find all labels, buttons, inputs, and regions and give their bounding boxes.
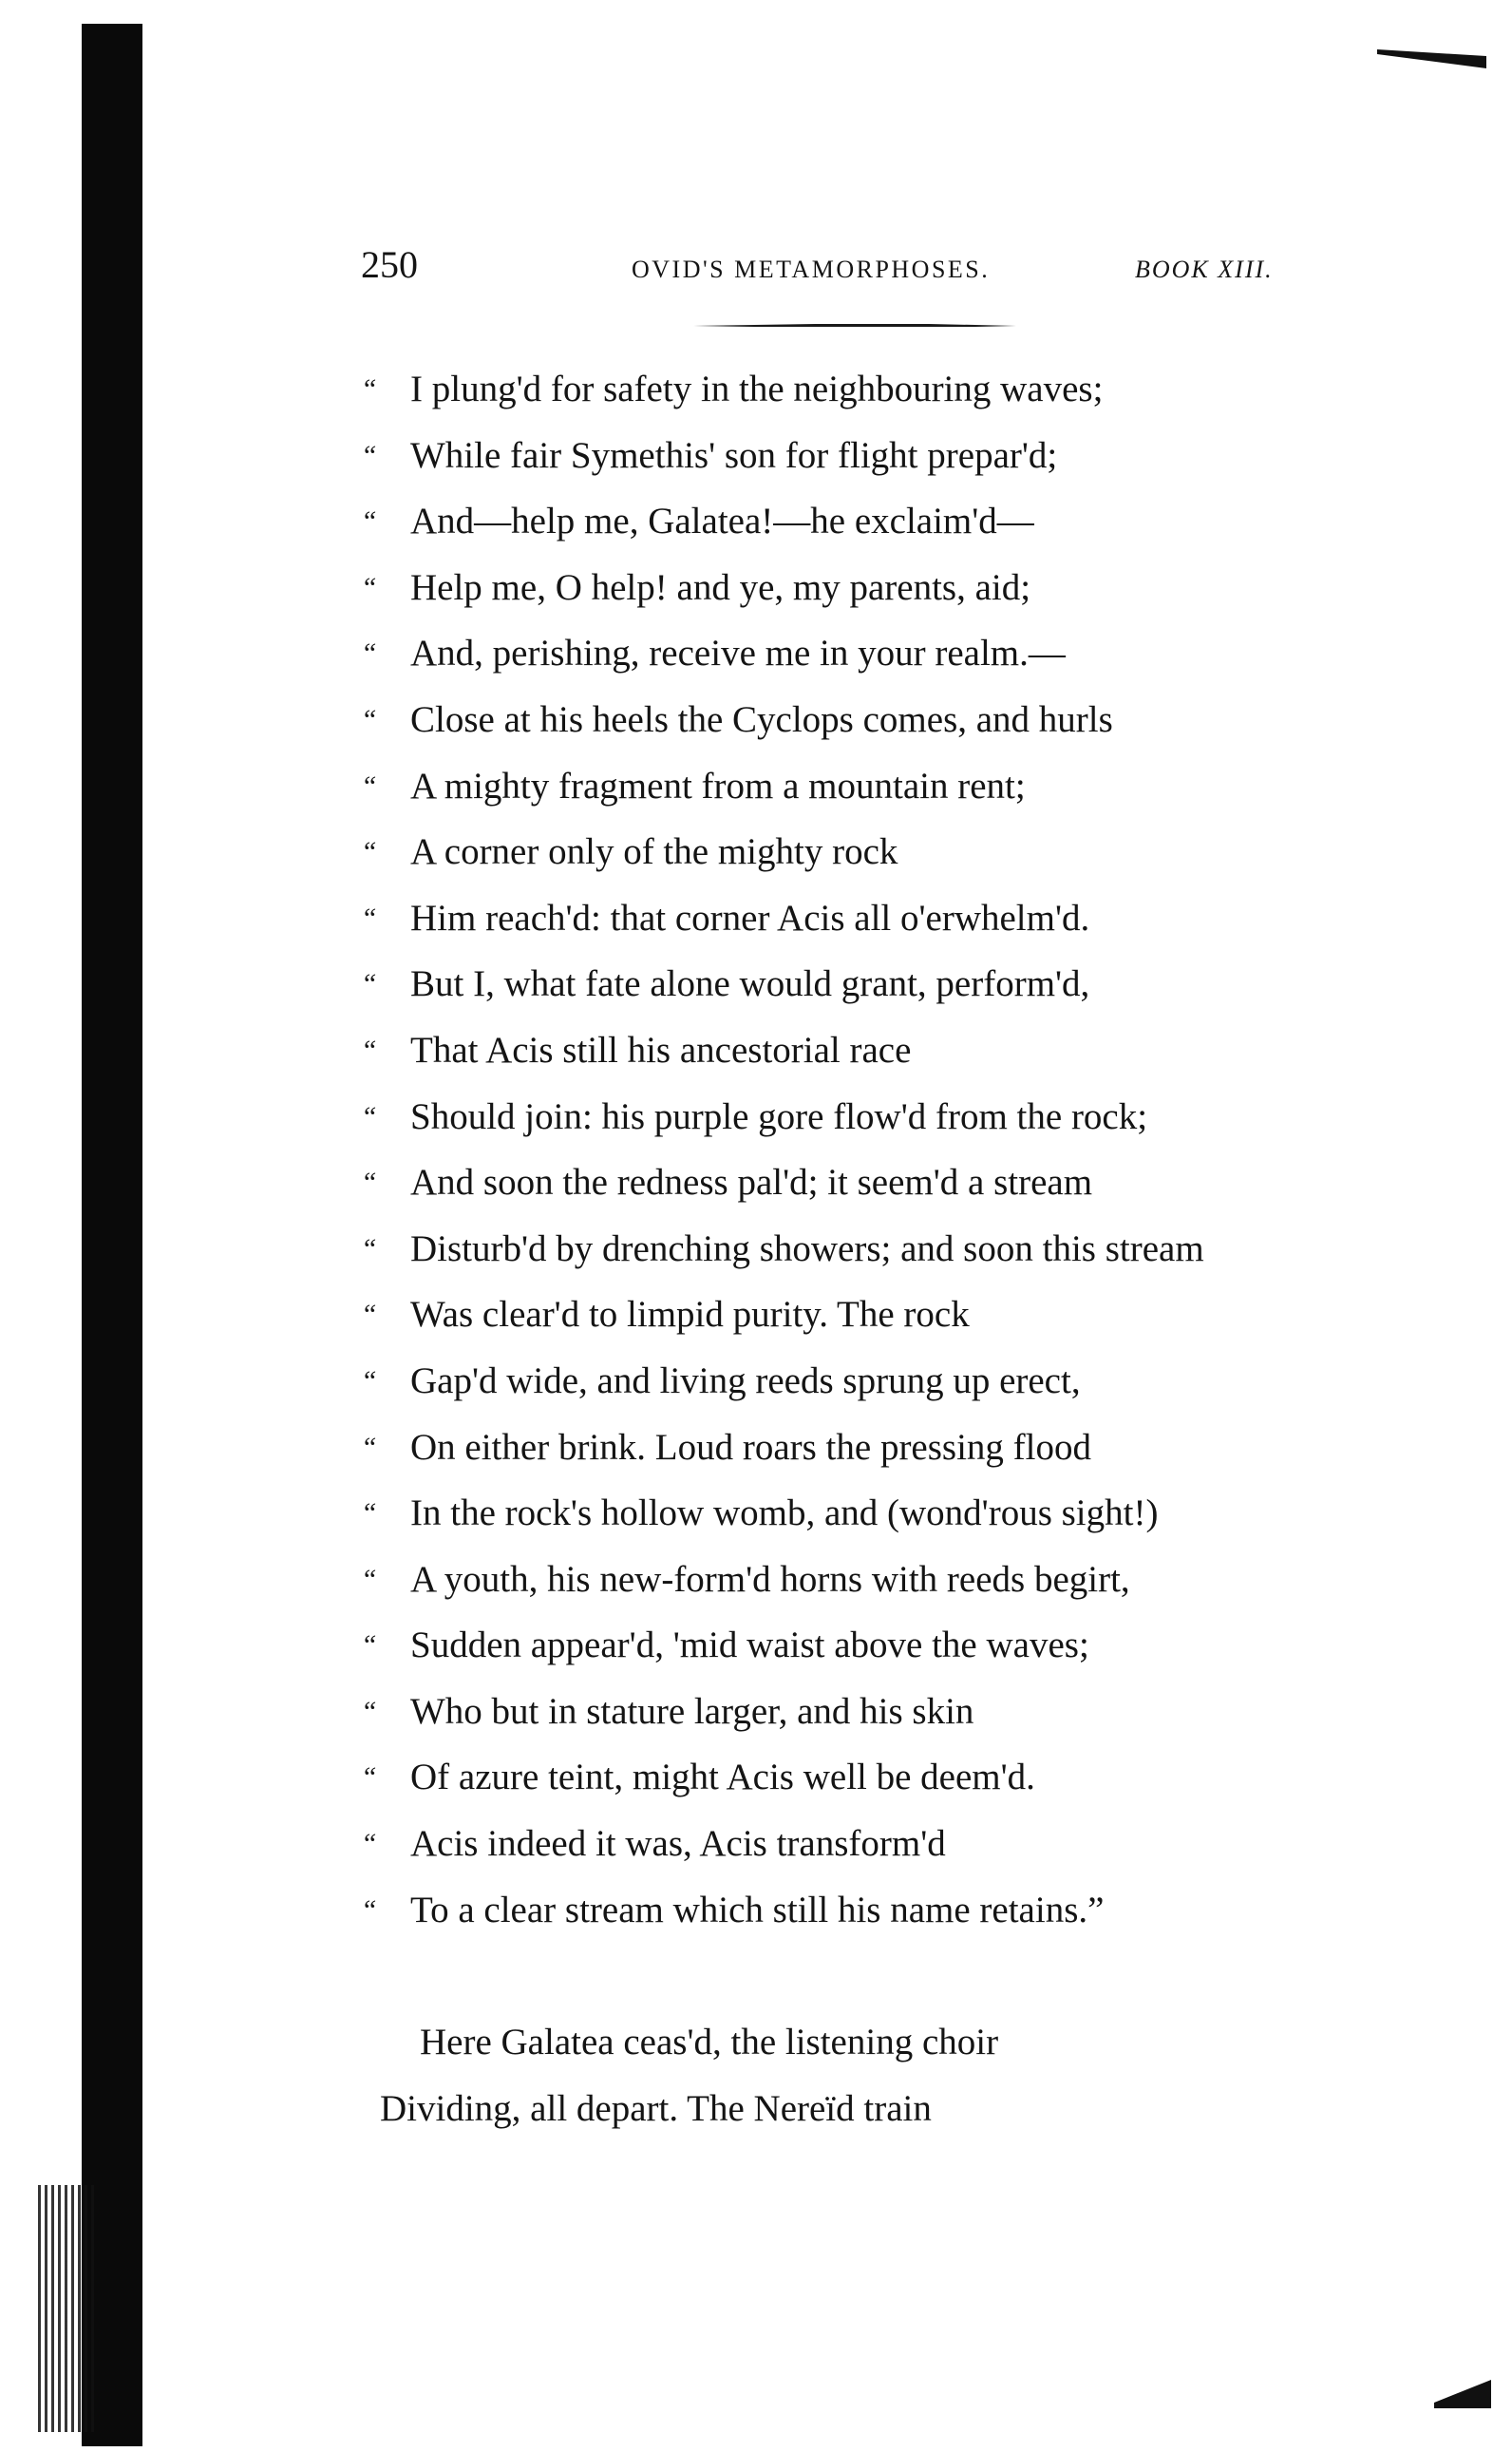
verse-line bbox=[361, 620, 1368, 687]
opening-quote-mark: “ bbox=[361, 637, 377, 670]
verse-line-text: While fair Symethis' son for flight prepar'd; bbox=[410, 434, 1058, 476]
verse-line-text: And, perishing, receive me in your realm.— bbox=[410, 633, 1066, 675]
book-title: OVID'S METAMORPHOSES. bbox=[632, 256, 991, 283]
verse-line-text: Sudden appear'd, 'mid waist above the waves; bbox=[410, 1625, 1089, 1666]
running-head bbox=[361, 241, 1330, 289]
book-number: BOOK XIII. bbox=[1135, 256, 1274, 283]
verse-line-text: Help me, O help! and ye, my parents, aid; bbox=[410, 566, 1031, 608]
verse-line bbox=[361, 951, 1368, 1017]
opening-quote-mark: “ bbox=[361, 1761, 377, 1794]
verse-line-text: A youth, his new-form'd horns with reeds begirt, bbox=[410, 1558, 1130, 1600]
verse-line-text: Gap'd wide, and living reeds sprung up erect, bbox=[410, 1359, 1081, 1401]
opening-quote-mark: “ bbox=[361, 703, 377, 735]
verse-block bbox=[361, 356, 1368, 1943]
verse-line bbox=[361, 356, 1368, 423]
verse-line bbox=[361, 687, 1368, 753]
paragraph-line: Here Galatea ceas'd, the listening choir bbox=[420, 2022, 999, 2062]
page-number: 250 bbox=[361, 243, 418, 286]
verse-line bbox=[361, 819, 1368, 885]
verse-line bbox=[361, 1811, 1368, 1877]
opening-quote-mark: “ bbox=[361, 968, 377, 1000]
opening-quote-mark: “ bbox=[361, 1695, 377, 1727]
opening-quote-mark: “ bbox=[361, 505, 377, 538]
verse-line-text: But I, what fate alone would grant, perform'd, bbox=[410, 963, 1090, 1005]
verse-line-text: Of azure teint, might Acis well be deem'd. bbox=[410, 1757, 1035, 1798]
verse-line bbox=[361, 1744, 1368, 1811]
opening-quote-mark: “ bbox=[361, 1629, 377, 1662]
verse-line-text: And soon the redness pal'd; it seem'd a stream bbox=[410, 1162, 1093, 1204]
opening-quote-mark: “ bbox=[361, 1893, 377, 1926]
verse-line bbox=[361, 1216, 1368, 1283]
verse-line-text: Disturb'd by drenching showers; and soon this stream bbox=[410, 1227, 1204, 1269]
opening-quote-mark: “ bbox=[361, 1431, 377, 1463]
verse-line bbox=[361, 1877, 1368, 1944]
opening-quote-mark: “ bbox=[361, 770, 377, 802]
verse-line bbox=[361, 1348, 1368, 1415]
verse-line-text: That Acis still his ancestorial race bbox=[410, 1029, 912, 1071]
verse-line-text: To a clear stream which still his name retains.” bbox=[410, 1889, 1105, 1930]
verse-line bbox=[361, 753, 1368, 820]
ornamental-rule bbox=[693, 323, 1016, 329]
verse-line bbox=[361, 885, 1368, 952]
verse-line bbox=[361, 488, 1368, 555]
verse-line-text: Who but in stature larger, and his skin bbox=[410, 1690, 974, 1732]
verse-line bbox=[361, 1415, 1368, 1481]
closing-paragraph bbox=[380, 2009, 1330, 2142]
verse-line bbox=[361, 1679, 1368, 1745]
opening-quote-mark: “ bbox=[361, 1364, 377, 1397]
verse-line-text: Him reach'd: that corner Acis all o'erwhelm'd. bbox=[410, 897, 1090, 939]
verse-line-text: And—help me, Galatea!—he exclaim'd— bbox=[410, 501, 1034, 542]
verse-line bbox=[361, 1612, 1368, 1679]
opening-quote-mark: “ bbox=[361, 1034, 377, 1066]
verse-line bbox=[361, 423, 1368, 489]
opening-quote-mark: “ bbox=[361, 1563, 377, 1595]
opening-quote-mark: “ bbox=[361, 836, 377, 868]
opening-quote-mark: “ bbox=[361, 1100, 377, 1132]
verse-line-text: A corner only of the mighty rock bbox=[410, 831, 898, 873]
book-binding-shadow bbox=[82, 24, 142, 2446]
verse-line-text: Acis indeed it was, Acis transform'd bbox=[410, 1823, 946, 1865]
opening-quote-mark: “ bbox=[361, 439, 377, 471]
verse-line bbox=[361, 555, 1368, 621]
verse-line bbox=[361, 1282, 1368, 1348]
opening-quote-mark: “ bbox=[361, 1299, 377, 1331]
verse-line bbox=[361, 1150, 1368, 1216]
verse-line bbox=[361, 1017, 1368, 1084]
binding-frayed-edge bbox=[38, 2185, 95, 2432]
verse-line-text: Was clear'd to limpid purity. The rock bbox=[410, 1294, 970, 1336]
opening-quote-mark: “ bbox=[361, 1232, 377, 1264]
verse-line bbox=[361, 1480, 1368, 1547]
opening-quote-mark: “ bbox=[361, 1497, 377, 1530]
verse-line-text: On either brink. Loud roars the pressing flood bbox=[410, 1426, 1092, 1468]
page-corner-mark-top bbox=[1377, 49, 1486, 68]
verse-line-text: A mighty fragment from a mountain rent; bbox=[410, 765, 1026, 807]
verse-line-text: I plung'd for safety in the neighbouring waves; bbox=[410, 369, 1104, 409]
verse-line-text: Close at his heels the Cyclops comes, and hurls bbox=[410, 698, 1113, 740]
opening-quote-mark: “ bbox=[361, 373, 377, 405]
paragraph-line: Dividing, all depart. The Nereïd train bbox=[380, 2088, 932, 2129]
verse-line bbox=[361, 1547, 1368, 1613]
verse-line-text: In the rock's hollow womb, and (wond'rous sight!) bbox=[410, 1492, 1159, 1534]
opening-quote-mark: “ bbox=[361, 1167, 377, 1199]
verse-line-text: Should join: his purple gore flow'd from the rock; bbox=[410, 1095, 1148, 1137]
verse-line bbox=[361, 1084, 1368, 1150]
opening-quote-mark: “ bbox=[361, 902, 377, 934]
page-corner-mark-bottom bbox=[1434, 2380, 1491, 2408]
opening-quote-mark: “ bbox=[361, 571, 377, 603]
opening-quote-mark: “ bbox=[361, 1828, 377, 1860]
